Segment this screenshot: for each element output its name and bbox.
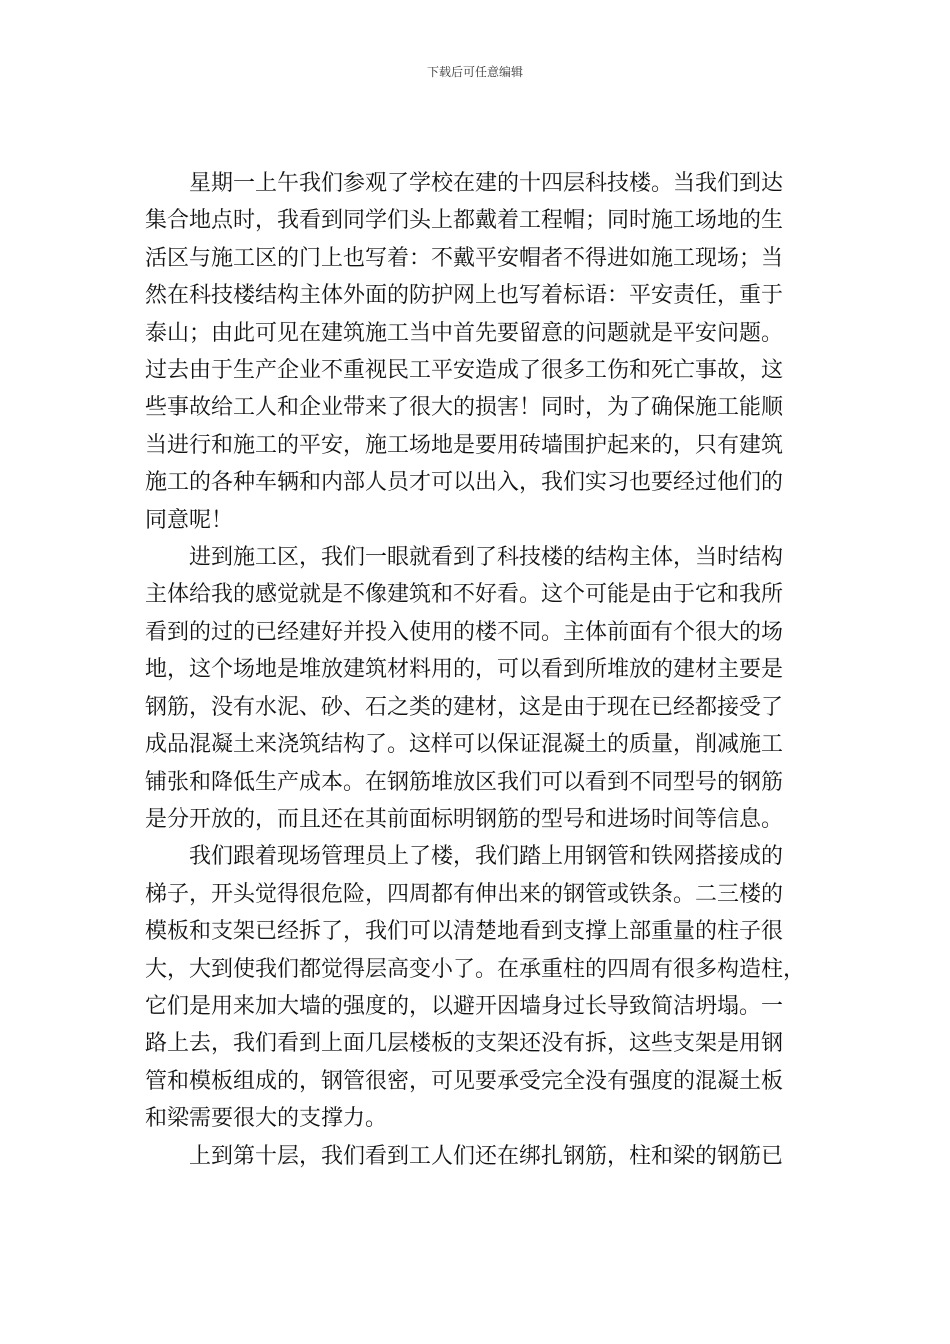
text-line: 管和模板组成的，钢管很密，可见要承受完全没有强度的混凝土板 [145,1068,784,1094]
body-text [145,165,805,1175]
text-line: 然在科技楼结构主体外面的防护网上也写着标语：平安责任，重于 [145,283,784,309]
text-line: 活区与施工区的门上也写着：不戴平安帽者不得进如施工现场；当 [145,245,784,271]
text-line: 主体给我的感觉就是不像建筑和不好看。这个可能是由于它和我所 [145,582,784,608]
text-line: 集合地点时，我看到同学们头上都戴着工程帽；同时施工场地的生 [145,208,784,234]
text-line: 些事故给工人和企业带来了很大的损害！同时，为了确保施工能顺 [145,395,784,421]
text-line: 上到第十层，我们看到工人们还在绑扎钢筋，柱和梁的钢筋已 [189,1143,784,1169]
text-line: 我们跟着现场管理员上了楼，我们踏上用钢管和铁网搭接成的 [189,844,784,870]
text-line: 和梁需要很大的支撑力。 [145,1106,388,1132]
text-line: 泰山；由此可见在建筑施工当中首先要留意的问题就是平安问题。 [145,320,784,346]
text-line: 它们是用来加大墙的强度的，以避开因墙身过长导致简洁坍塌。一 [145,993,784,1019]
text-line: 大，大到使我们都觉得层高变小了。在承重柱的四周有很多构造柱， [145,956,805,982]
text-line: 成品混凝土来浇筑结构了。这样可以保证混凝土的质量，削减施工 [145,732,784,758]
text-line: 铺张和降低生产成本。在钢筋堆放区我们可以看到不同型号的钢筋 [145,769,784,795]
text-line: 梯子，开头觉得很危险，四周都有伸出来的钢管或铁条。二三楼的 [145,881,784,907]
text-line: 过去由于生产企业不重视民工平安造成了很多工伤和死亡事故，这 [145,358,784,384]
text-line: 看到的过的已经建好并投入使用的楼不同。主体前面有个很大的场 [145,619,784,645]
text-line: 钢筋，没有水泥、砂、石之类的建材，这是由于现在已经都接受了 [145,694,784,720]
text-line: 同意呢！ [145,507,234,533]
text-line: 进到施工区，我们一眼就看到了科技楼的结构主体，当时结构 [189,545,784,571]
text-line: 路上去，我们看到上面几层楼板的支架还没有拆，这些支架是用钢 [145,1031,784,1057]
header-note: 下载后可任意编辑 [426,65,523,79]
text-line: 当进行和施工的平安，施工场地是要用砖墙围护起来的，只有建筑 [145,432,784,458]
text-line: 是分开放的，而且还在其前面标明钢筋的型号和进场时间等信息。 [145,806,784,832]
text-line: 模板和支架已经拆了，我们可以清楚地看到支撑上部重量的柱子很 [145,919,784,945]
text-line: 地，这个场地是堆放建筑材料用的，可以看到所堆放的建材主要是 [145,657,784,683]
text-line: 施工的各种车辆和内部人员才可以出入，我们实习也要经过他们的 [145,470,784,496]
text-line: 星期一上午我们参观了学校在建的十四层科技楼。当我们到达 [189,171,784,196]
